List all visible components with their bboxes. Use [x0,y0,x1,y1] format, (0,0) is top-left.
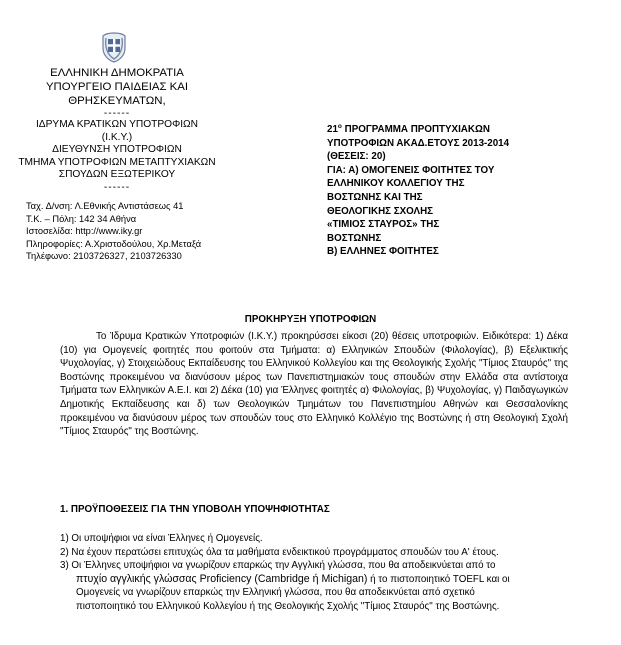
recipients-line2: ΕΛΛΗΝΙΚΟΥ ΚΟΛΛΕΓΙΟΥ ΤΗΣ [327,178,465,190]
ministry-name-line2: ΘΡΗΣΚΕΥΜΑΤΩΝ, [68,95,166,107]
program-block [327,120,577,259]
department-name-line2: ΣΠΟΥΔΩΝ ΕΞΩΤΕΡΙΚΟΥ [58,169,176,181]
requirement-item-3-line4: πιστοποιητικό του Ελληνικού Κολλεγίου ή της Θεολογικής Σχολής "Τίμιος Σταυρός" της Βοστώνης. [76,600,500,612]
issuer-block [12,66,222,193]
separator-dash: ------ [103,181,131,193]
announcement-body [60,330,568,439]
postal-code-city: Τ.Κ. – Πόλη: 142 34 Αθήνα [26,213,137,224]
contact-persons: Πληροφορίες: Α.Χριστοδούλου, Χρ.Μεταξά [26,238,202,249]
recipients-line5: «ΤΙΜΙΟΣ ΣΤΑΥΡΟΣ» ΤΗΣ [327,219,440,231]
department-name-line1: ΤΜΗΜΑ ΥΠΟΤΡΟΦΙΩΝ ΜΕΤΑΠΤΥΧΙΑΚΩΝ [18,156,216,168]
requirement-item-3-line2: πτυχίο αγγλικής γλώσσας Proficiency (Cambridge ή Michigan) ή το πιστοποιητικό TOEFL και οι [76,572,510,585]
requirement-item-1: 1) Οι υποψήφιοι να είναι Έλληνες ή Ομογενείς. [60,533,263,544]
program-title-line2: ΥΠΟΤΡΟΦΙΩΝ ΑΚΑΔ.ΕΤΟΥΣ 2013-2014 [327,137,510,149]
phone-numbers: Τηλέφωνο: 2103726327, 2103726330 [26,251,182,262]
section-heading: 1. ΠΡΟΫΠΟΘΕΣΕΙΣ ΓΙΑ ΤΗΝ ΥΠΟΒΟΛΗ ΥΠΟΨΗΦΙΟΤΗΤΑΣ [60,504,330,515]
recipients-line4: ΘΕΟΛΟΓΙΚΗΣ ΣΧΟΛΗΣ [327,205,434,217]
requirement-item-2: 2) Να έχουν περατώσει επιτυχώς όλα τα μαθήματα ενδεικτικού προγράμματος σπουδών του Α' έτους. [60,546,499,558]
recipients-line3: ΒΟΣΤΩΝΗΣ ΚΑΙ ΤΗΣ [327,191,423,203]
directorate-name: ΔΙΕΥΘΥΝΣΗ ΥΠΟΤΡΟΦΙΩΝ [52,144,182,156]
recipients-line6: ΒΟΣΤΩΝΗΣ [327,232,382,244]
foundation-name: ΙΔΡΥΜΑ ΚΡΑΤΙΚΩΝ ΥΠΟΤΡΟΦΙΩΝ [35,119,199,130]
republic-name: ΕΛΛΗΝΙΚΗ ΔΗΜΟΚΡΑΤΙΑ [50,67,184,79]
document-title: ΠΡΟΚΗΡΥΞΗ ΥΠΟΤΡΟΦΙΩΝ [244,314,377,325]
separator-dash: ------ [103,108,131,119]
program-title-line1: $21^o$ ΠΡΟΓΡΑΜΜΑ ΠΡΟΠΤΥΧΙΑΚΩΝ [327,123,490,135]
requirement-item-3-line3: Ομογενείς να γνωρίζουν επαρκώς την Ελληνική γλώσσα, που θα αποδεικνύεται από σχετικό [76,587,475,599]
positions-count: (ΘΕΣΕΙΣ: 20) [327,151,386,163]
website-link[interactable]: Ιστοσελίδα: http://www.iky.gr [26,226,143,237]
recipients-line1: ΓΙΑ: Α) ΟΜΟΓΕΝΕΙΣ ΦΟΙΤΗΤΕΣ ΤΟΥ [327,164,495,176]
recipients-line7: Β) ΕΛΛΗΝΕΣ ΦΟΙΤΗΤΕΣ [327,246,439,258]
contact-block [26,200,266,263]
requirement-item-3-line1: 3) Οι Έλληνες υποψήφιοι να γνωρίζουν επαρκώς την Αγγλική γλώσσα, που θα αποδεικνύεται από το [60,560,496,572]
greek-coat-of-arms-icon [99,30,129,64]
requirements-list [60,532,575,614]
announcement-paragraph: Το Ίδρυμα Κρατικών Υποτροφιών (Ι.Κ.Υ.) προκηρύσσει είκοσι (20) θέσεις υποτροφιών. Ειδικότερα: 1) Δέκα (10) για Ομογενείς φοιτητές που φοιτούν στα Τμήματα: α) Ελληνικών Σπουδών (Φιλολογίας), β) Εξελικτικής Ψυχολογίας, γ) Στοιχειώδους Εκπαίδευσης του Ελληνικού Κολλεγίου και της Θεολογικής Σχολής "Τίμιος Σταυρός" της Βοστώνης προκειμένου να διανύσουν μέρος των Πανεπιστημιακών τους σπουδών στην Ελλάδα στα αντίστοιχα Τμήματα των Ελληνικών Α.Ε.Ι. και 2) Δέκα (10) για Έλληνες φοιτητές α) Φιλολογίας, β) Ψυχολογίας, γ) Παιδαγωγικών Δημοτικής Εκπαίδευσης και δ) των Θεολογικών Τμημάτων του Πανεπιστημίου Αθηνών και Θεσσαλονίκης προκειμένου να διανύσουν μέρος των σπουδών τους στο Ελληνικό Κολλέγιο της Βοστώνης ή στη Θεολογική Σχολή "Τίμιος Σταυρός" της Βοστώνης. [60,331,568,438]
foundation-abbreviation: (Ι.Κ.Υ.) [101,131,133,143]
postal-address: Ταχ. Δ/νση: Λ.Εθνικής Αντιστάσεως 41 [26,201,184,211]
ministry-name-line1: ΥΠΟΥΡΓΕΙΟ ΠΑΙΔΕΙΑΣ ΚΑΙ [45,81,189,93]
